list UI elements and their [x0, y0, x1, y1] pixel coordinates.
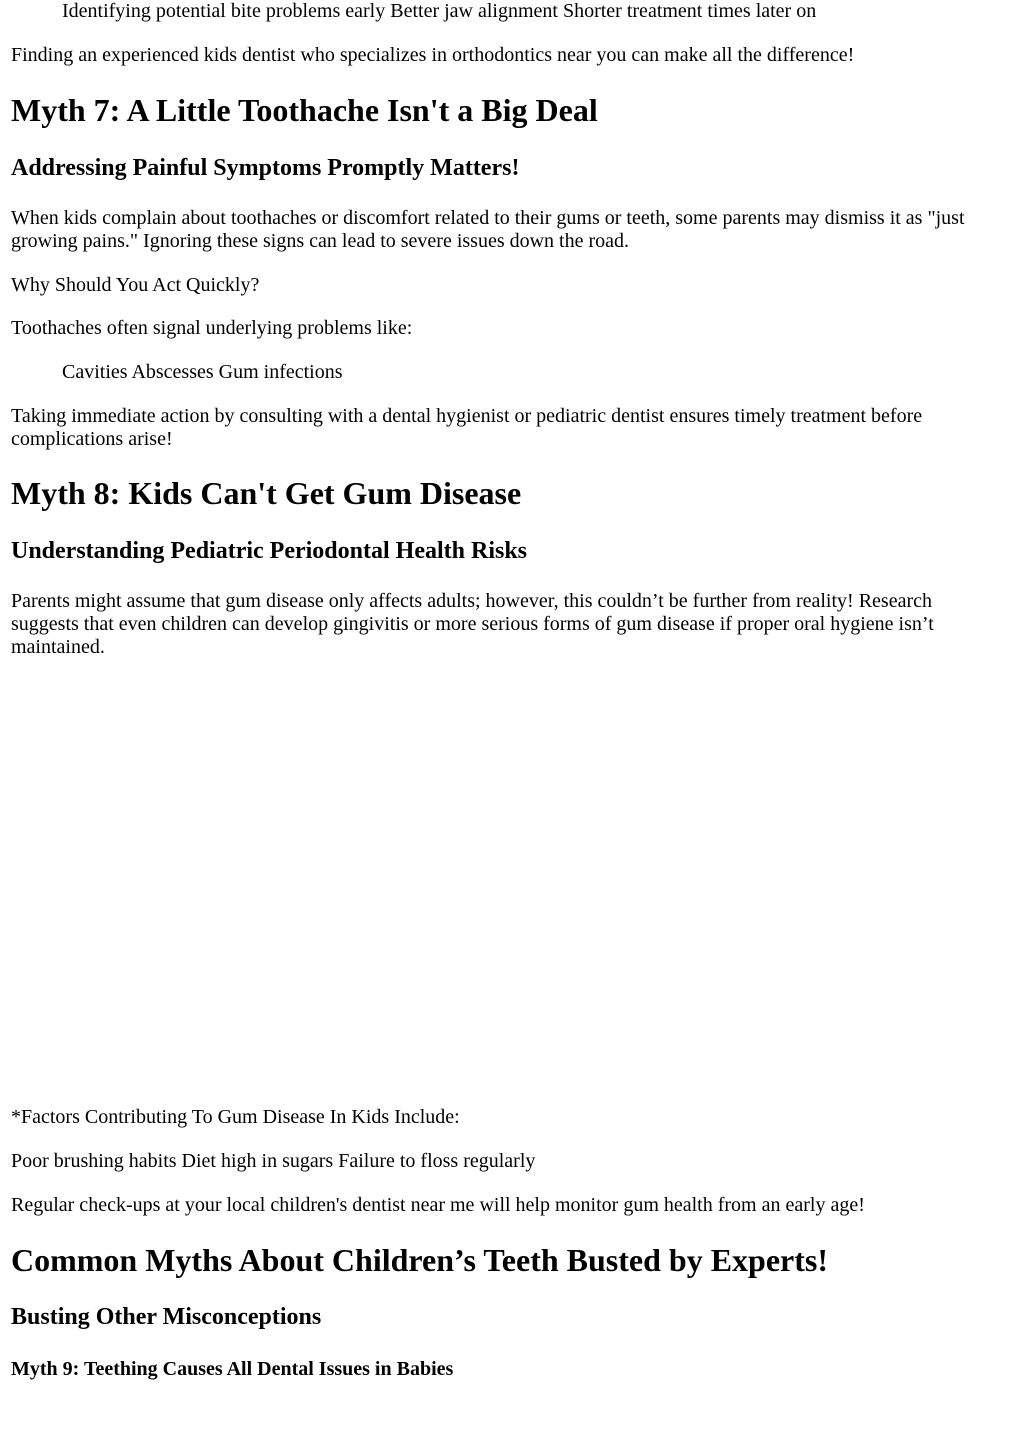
- paragraph-why-act-quickly: Why Should You Act Quickly?: [11, 274, 260, 296]
- paragraph-regular-checkups: Regular check-ups at your local children's dentist near me will help monitor gum health from an early age!: [11, 1194, 865, 1216]
- subheading-addressing-symptoms: Addressing Painful Symptoms Promptly Matters!: [11, 155, 520, 181]
- paragraph-parents-assume: Parents might assume that gum disease only affects adults; however, this couldn’t be further from reality! Research suggests that even children can develop gingivitis or more serious forms of gum disease if proper oral hygiene isn’t maintained.: [11, 590, 934, 658]
- heading-myth-9: Myth 9: Teething Causes All Dental Issues in Babies: [11, 1358, 454, 1380]
- paragraph-toothaches-signal: Toothaches often signal underlying problems like:: [11, 317, 413, 339]
- paragraph-taking-action: Taking immediate action by consulting with a dental hygienist or pediatric dentist ensures timely treatment before complications arise!: [11, 405, 923, 450]
- paragraph-finding-dentist: Finding an experienced kids dentist who specializes in orthodontics near you can make all the difference!: [11, 44, 855, 66]
- subheading-busting-misconceptions: Busting Other Misconceptions: [11, 1304, 322, 1330]
- benefits-list: Identifying potential bite problems early Better jaw alignment Shorter treatment times later on: [62, 0, 817, 22]
- paragraph-when-kids-complain: When kids complain about toothaches or discomfort related to their gums or teeth, some parents may dismiss it as "just growing pains." Ignoring these signs can lead to severe issues down the road.: [11, 207, 965, 252]
- subheading-periodontal-risks: Understanding Pediatric Periodontal Health Risks: [11, 538, 528, 564]
- heading-common-myths: Common Myths About Children’s Teeth Busted by Experts!: [11, 1242, 828, 1278]
- problems-list: Cavities Abscesses Gum infections: [62, 361, 343, 383]
- paragraph-factors: *Factors Contributing To Gum Disease In Kids Include:: [11, 1106, 460, 1128]
- heading-myth-7: Myth 7: A Little Toothache Isn't a Big Deal: [11, 92, 598, 128]
- heading-myth-8: Myth 8: Kids Can't Get Gum Disease: [11, 475, 522, 511]
- paragraph-poor-brushing: Poor brushing habits Diet high in sugars Failure to floss regularly: [11, 1150, 536, 1172]
